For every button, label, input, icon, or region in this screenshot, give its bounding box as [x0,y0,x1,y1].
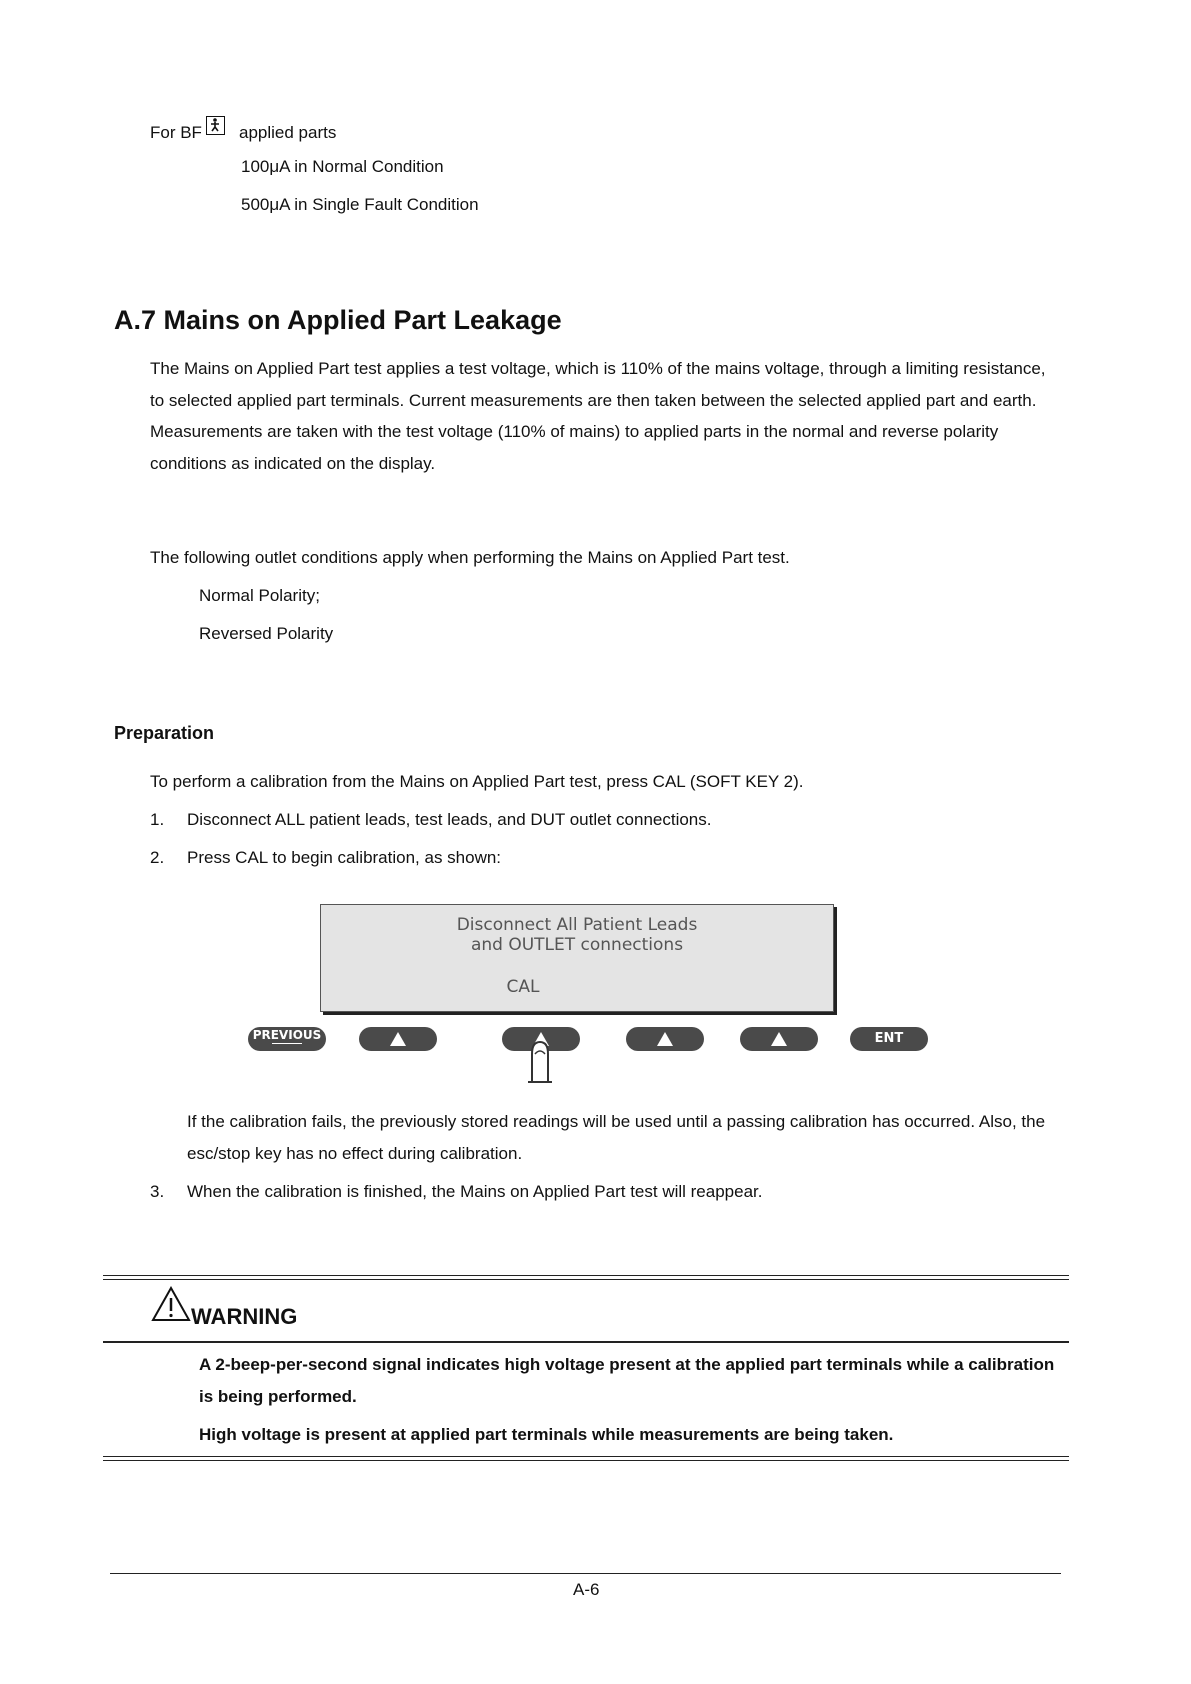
step-text: Disconnect ALL patient leads, test leads, and DUT outlet connections. [187,810,712,829]
bf-normal-limit: 100μA in Normal Condition [241,157,444,176]
outlet-condition: Reversed Polarity [199,624,334,643]
step-number: 1. [150,810,165,829]
bf-suffix: applied parts [239,123,337,142]
previous-button[interactable] [248,1027,326,1051]
calibration-note-line: esc/stop key has no effect during calibration. [187,1144,523,1163]
page-number: A-6 [573,1580,600,1599]
triangle-up-icon [657,1032,673,1046]
warning-text: High voltage is present at applied part terminals while measurements are being taken. [199,1425,894,1444]
warning-divider [103,1341,1069,1343]
ent-label: ENT [874,1031,904,1046]
softkey-1-button[interactable] [359,1027,437,1051]
step-text: Press CAL to begin calibration, as shown: [187,848,502,867]
outlet-condition: Normal Polarity; [199,586,320,605]
warning-bottom-rule [103,1460,1069,1461]
softkey-4-button[interactable] [740,1027,818,1051]
triangle-up-icon [390,1032,406,1046]
warning-top-rule [103,1275,1069,1276]
step-number: 3. [150,1182,165,1201]
para1-line: The Mains on Applied Part test applies a test voltage, which is 110% of the mains voltage, through a limiting resistance, [150,359,1046,378]
device-screen [320,904,834,1012]
arrow-left-icon [272,1043,302,1044]
pressing-finger-icon [518,1032,562,1084]
footer-rule [110,1573,1061,1574]
para1-line: conditions as indicated on the display. [150,454,436,473]
warning-title: WARNING [191,1304,298,1329]
warning-triangle-icon [151,1286,191,1322]
warning-bottom-rule [103,1456,1069,1457]
preparation-intro: To perform a calibration from the Mains on Applied Part test, press CAL (SOFT KEY 2). [150,772,804,791]
screen-softkey-label: CAL [506,977,540,997]
bf-prefix: For BF [150,123,202,142]
triangle-up-icon [771,1032,787,1046]
outlet-intro: The following outlet conditions apply when performing the Mains on Applied Part test. [150,548,790,567]
warning-text: is being performed. [199,1387,357,1406]
warning-top-rule [103,1279,1069,1280]
previous-label: PREVIOUS [252,1028,322,1042]
para1-line: to selected applied part terminals. Current measurements are then taken between the selected applied part and earth. [150,391,1037,410]
step-number: 2. [150,848,165,867]
bf-applied-part-icon [206,116,225,135]
ent-button[interactable] [850,1027,928,1051]
calibration-note-line: If the calibration fails, the previously stored readings will be used until a passing calibration has occurred. Also, the [187,1112,1046,1131]
warning-text: A 2-beep-per-second signal indicates high voltage present at the applied part terminals while a calibration [199,1355,1055,1374]
section-title: A.7 Mains on Applied Part Leakage [114,305,562,335]
para1-line: Measurements are taken with the test voltage (110% of mains) to applied parts in the normal and reverse polarity [150,422,999,441]
step-text: When the calibration is finished, the Mains on Applied Part test will reappear. [187,1182,763,1201]
softkey-3-button[interactable] [626,1027,704,1051]
screen-line: and OUTLET connections [470,935,684,955]
bf-single-fault-limit: 500μA in Single Fault Condition [241,195,479,214]
screen-line: Disconnect All Patient Leads [456,915,698,935]
preparation-title: Preparation [114,723,215,743]
